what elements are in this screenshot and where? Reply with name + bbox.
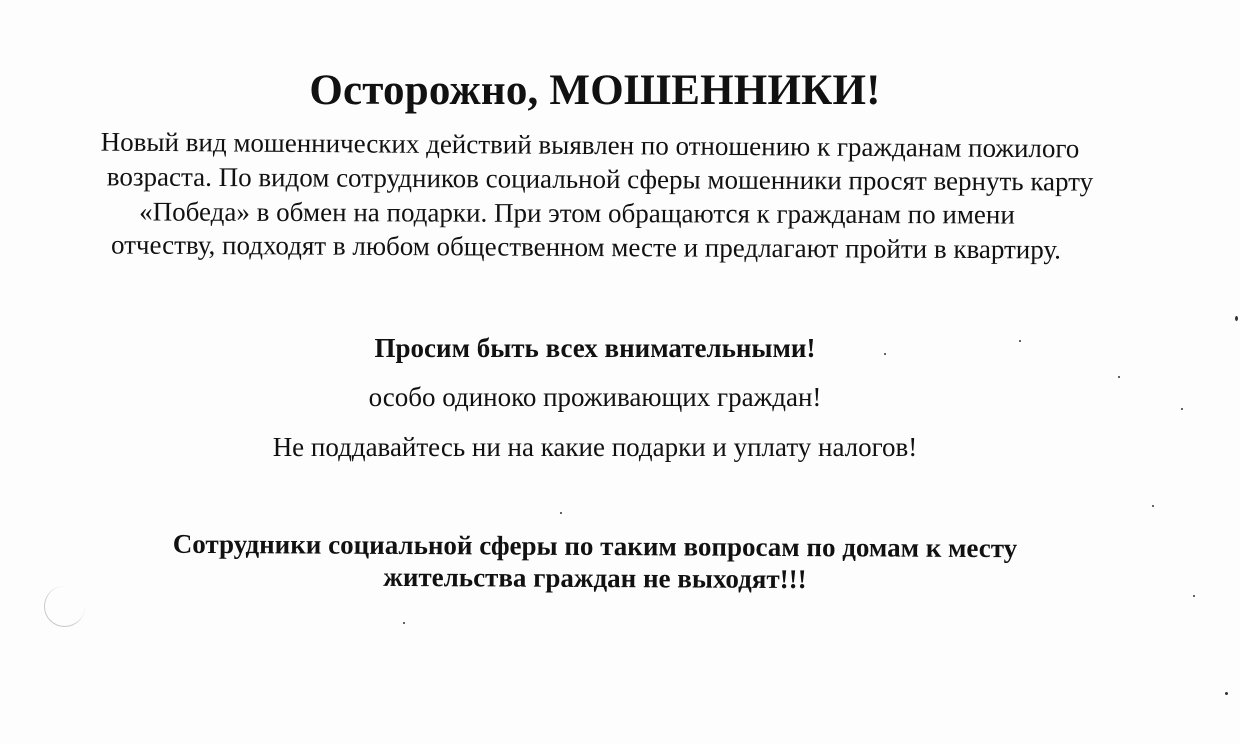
gifts-warning-line: Не поддавайтесь ни на какие подарки и уплату налогов! <box>272 432 918 462</box>
final-line: Сотрудники социальной сферы по таким вопросам по домам к месту <box>172 528 1018 564</box>
notice-paragraph <box>40 128 1150 264</box>
final-statement <box>0 530 1190 594</box>
scan-speck <box>1181 408 1183 410</box>
appeal-heading: Просим быть всех внимательными! <box>374 333 816 363</box>
paragraph-line: Новый вид мошеннических действий выявлен по отношению к гражданам пожилого <box>100 126 1080 164</box>
scan-speck <box>1118 376 1120 378</box>
scan-artifact-arc <box>44 586 85 627</box>
paragraph-line: возраста. По видом сотрудников социальной сферы мошенники просят вернуть карту <box>106 161 1094 197</box>
scan-speck <box>1019 340 1021 342</box>
scan-speck <box>560 512 562 514</box>
scan-speck <box>1152 505 1154 507</box>
final-line: жительства граждан не выходят!!! <box>383 561 807 595</box>
notice-title: Осторожно, МОШЕННИКИ! <box>309 67 881 114</box>
scan-speck <box>1235 316 1238 321</box>
scan-speck <box>1193 595 1195 597</box>
paragraph-line: «Победа» в обмен на подарки. При этом обращаются к гражданам по имени <box>139 196 1015 230</box>
scan-speck <box>1225 692 1228 695</box>
paragraph-line: отчеству, подходят в любом общественном месте и предлагают пройти в квартиру. <box>110 229 1062 265</box>
scan-speck <box>403 622 405 624</box>
single-citizens-line: особо одиноко проживающих граждан! <box>368 382 822 412</box>
scan-speck <box>884 353 886 355</box>
